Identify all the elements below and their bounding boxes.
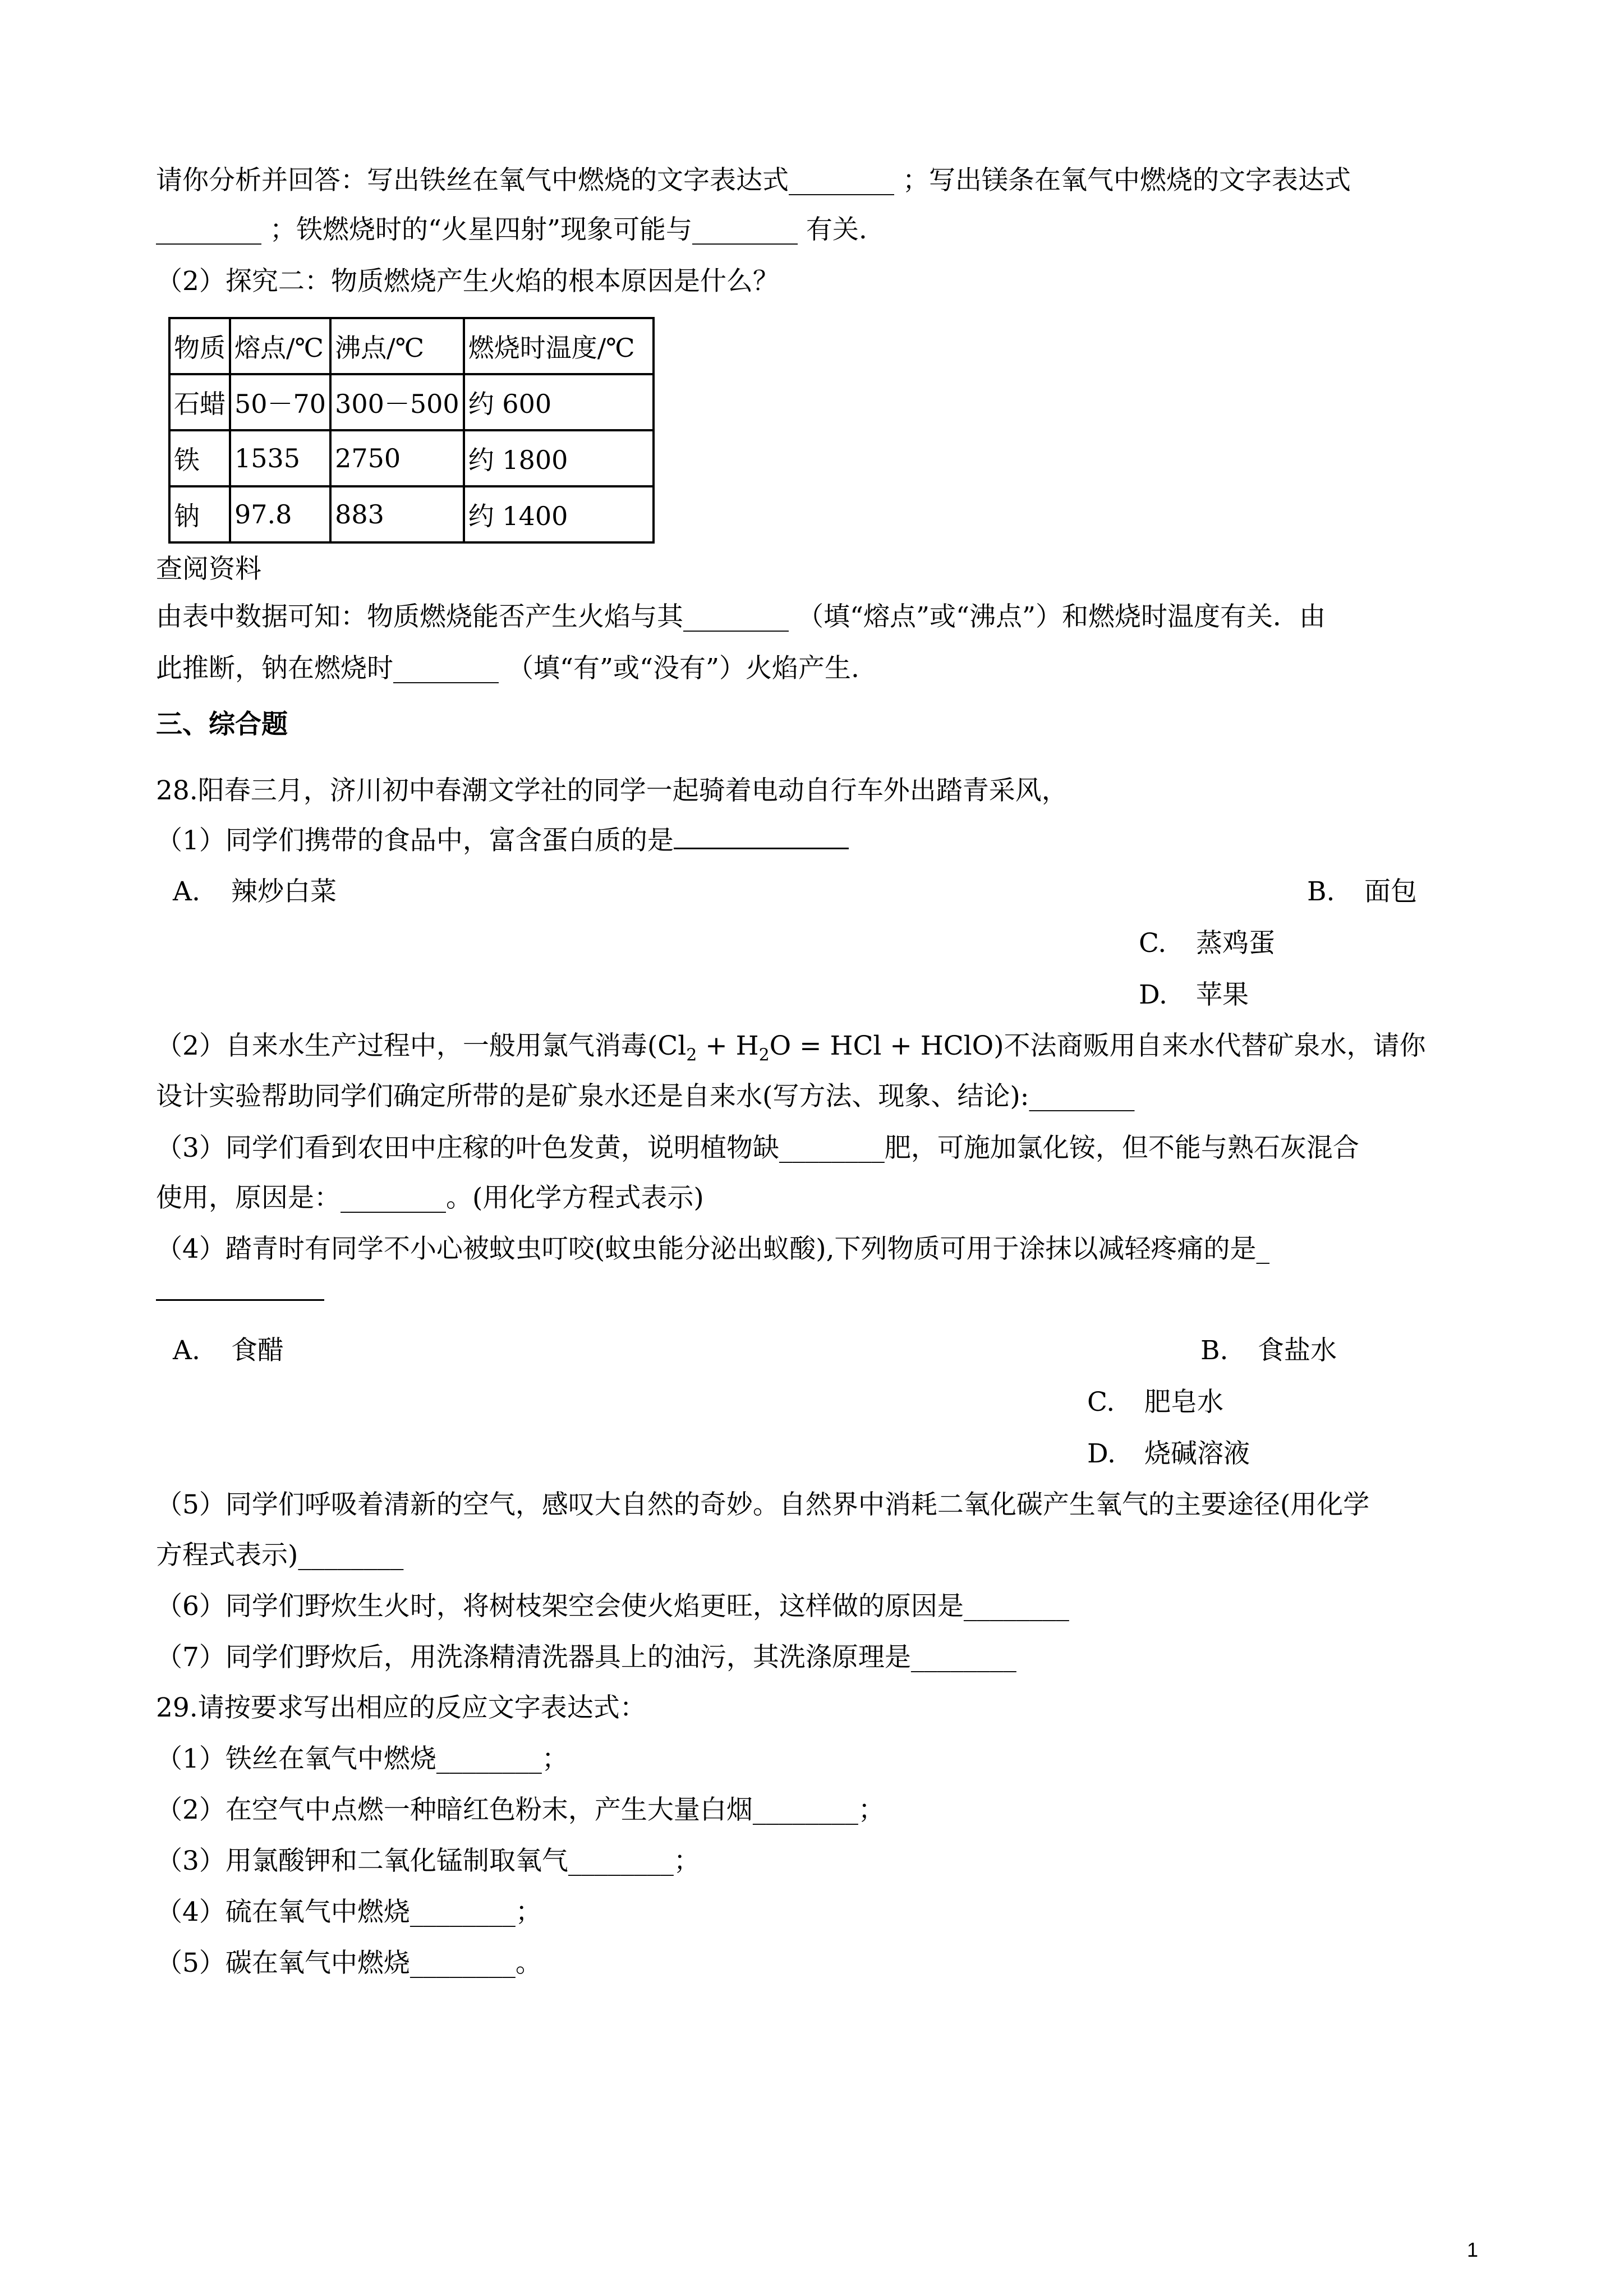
option-d-text: 苹果: [1196, 979, 1249, 1010]
option-b-letter: B.: [1307, 876, 1335, 907]
table-header-cell: 熔点/℃: [230, 318, 330, 374]
q28-part2-text-a: （2）自来水生产过程中，一般用氯气消毒(Cl: [156, 1030, 687, 1061]
table-cell: 883: [330, 486, 464, 542]
table-header-cell: 物质: [169, 318, 230, 374]
q28-part1: [156, 823, 849, 858]
q29-item: （1）铁丝在氧气中燃烧________；: [156, 1743, 568, 1774]
q28-part6: （6）同学们野炊生火时，将树枝架空会使火焰更旺，这样做的原因是________: [156, 1591, 1069, 1622]
table-cell: 1535: [230, 430, 330, 486]
q28-part7: （7）同学们野炊后，用洗涤精清洗器具上的油污，其洗涤原理是________: [156, 1642, 1016, 1673]
option-c-letter: C.: [1139, 928, 1167, 959]
q29-item: （5）碳在氧气中燃烧________。: [156, 1948, 542, 1978]
section-title: 三、综合题: [156, 709, 288, 740]
table-cell: 约 1400: [464, 486, 654, 542]
option-b-text: 食盐水: [1258, 1335, 1337, 1366]
q27-line4: 此推断，钠在燃烧时________ （填“有”或“没有”）火焰产生.: [156, 653, 859, 684]
q28-part2-text-c: O = HCl + HClO)不法商贩用自来水代替矿泉水，请你: [769, 1030, 1426, 1061]
data-table: [168, 317, 655, 544]
option-c-text: 蒸鸡蛋: [1196, 928, 1275, 959]
q28-part5-line1: （5）同学们呼吸着清新的空气，感叹大自然的奇妙。自然界中消耗二氧化碳产生氧气的主要途径(用化学: [156, 1489, 1370, 1520]
q28-part1-text: （1）同学们携带的食品中，富含蛋白质的是: [156, 825, 674, 856]
option-d-letter: D.: [1087, 1438, 1116, 1469]
option-a-text: 食醋: [231, 1335, 284, 1366]
answer-blank: [674, 823, 849, 849]
q28-part2-text-b: + H: [697, 1030, 759, 1061]
table-cell: 2750: [330, 430, 464, 486]
table-cell: 约 600: [464, 374, 654, 430]
subscript-2: 2: [758, 1045, 770, 1065]
answer-blank-line: [156, 1299, 324, 1301]
table-cell: 铁: [169, 430, 230, 486]
q29-item: （4）硫在氧气中燃烧________；: [156, 1897, 542, 1927]
q28-part2-line2: 设计实验帮助同学们确定所带的是矿泉水还是自来水(写方法、现象、结论):________: [156, 1081, 1135, 1112]
q27-part2-title: （2）探究二：物质燃烧产生火焰的根本原因是什么？: [156, 266, 779, 297]
q29-item: （2）在空气中点燃一种暗红色粉末，产生大量白烟________；: [156, 1795, 885, 1825]
option-b-text: 面包: [1364, 876, 1417, 907]
option-d-text: 烧碱溶液: [1144, 1438, 1250, 1469]
option-c-letter: C.: [1087, 1387, 1115, 1418]
table-header-cell: 沸点/℃: [330, 318, 464, 374]
q28-intro: 28.阳春三月，济川初中春潮文学社的同学一起骑着电动自行车外出踏青采风，: [156, 775, 1068, 806]
option-a-letter: A.: [173, 1335, 200, 1366]
table-header-row: [169, 318, 654, 374]
q29-intro: 29.请按要求写出相应的反应文字表达式：: [156, 1692, 646, 1723]
q28-part4: （4）踏青时有同学不小心被蚊虫叮咬(蚊虫能分泌出蚁酸),下列物质可用于涂抹以减轻疼痛的是_: [156, 1234, 1270, 1264]
table-cell: 约 1800: [464, 430, 654, 486]
table-cell: 97.8: [230, 486, 330, 542]
table-row: [169, 374, 654, 430]
q28-part5-line2: 方程式表示)________: [156, 1540, 404, 1571]
q29-item: （3）用氯酸钾和二氧化锰制取氧气________；: [156, 1846, 700, 1876]
table-cell: 钠: [169, 486, 230, 542]
page-number: 1: [1466, 2238, 1478, 2261]
table-row: [169, 430, 654, 486]
q27-line2: ________ ；铁燃烧时的“火星四射”现象可能与________ 有关.: [156, 214, 867, 245]
q28-part2-line1: [156, 1029, 1426, 1063]
reference-label: 查阅资料: [156, 554, 261, 585]
option-d-letter: D.: [1139, 979, 1167, 1010]
table-cell: 300－500: [330, 374, 464, 430]
option-b-letter: B.: [1200, 1335, 1229, 1366]
q28-part3-line2: 使用，原因是：________。(用化学方程式表示): [156, 1182, 704, 1213]
option-a-letter: A.: [173, 876, 200, 907]
table-cell: 50－70: [230, 374, 330, 430]
q27-line3: 由表中数据可知：物质燃烧能否产生火焰与其________ （填“熔点”或“沸点”）和燃烧时温度有关．由: [156, 601, 1326, 632]
option-a-text: 辣炒白菜: [231, 876, 337, 907]
q27-line1: 请你分析并回答：写出铁丝在氧气中燃烧的文字表达式________ ；写出镁条在氧气中燃烧的文字表达式: [156, 165, 1351, 196]
table-cell: 石蜡: [169, 374, 230, 430]
table-header-cell: 燃烧时温度/℃: [464, 318, 654, 374]
table-row: [169, 486, 654, 542]
option-c-text: 肥皂水: [1144, 1387, 1223, 1418]
q28-part3-line1: （3）同学们看到农田中庄稼的叶色发黄，说明植物缺________肥，可施加氯化铵，但不能与熟石灰混合: [156, 1133, 1359, 1163]
subscript-2: 2: [686, 1045, 697, 1065]
